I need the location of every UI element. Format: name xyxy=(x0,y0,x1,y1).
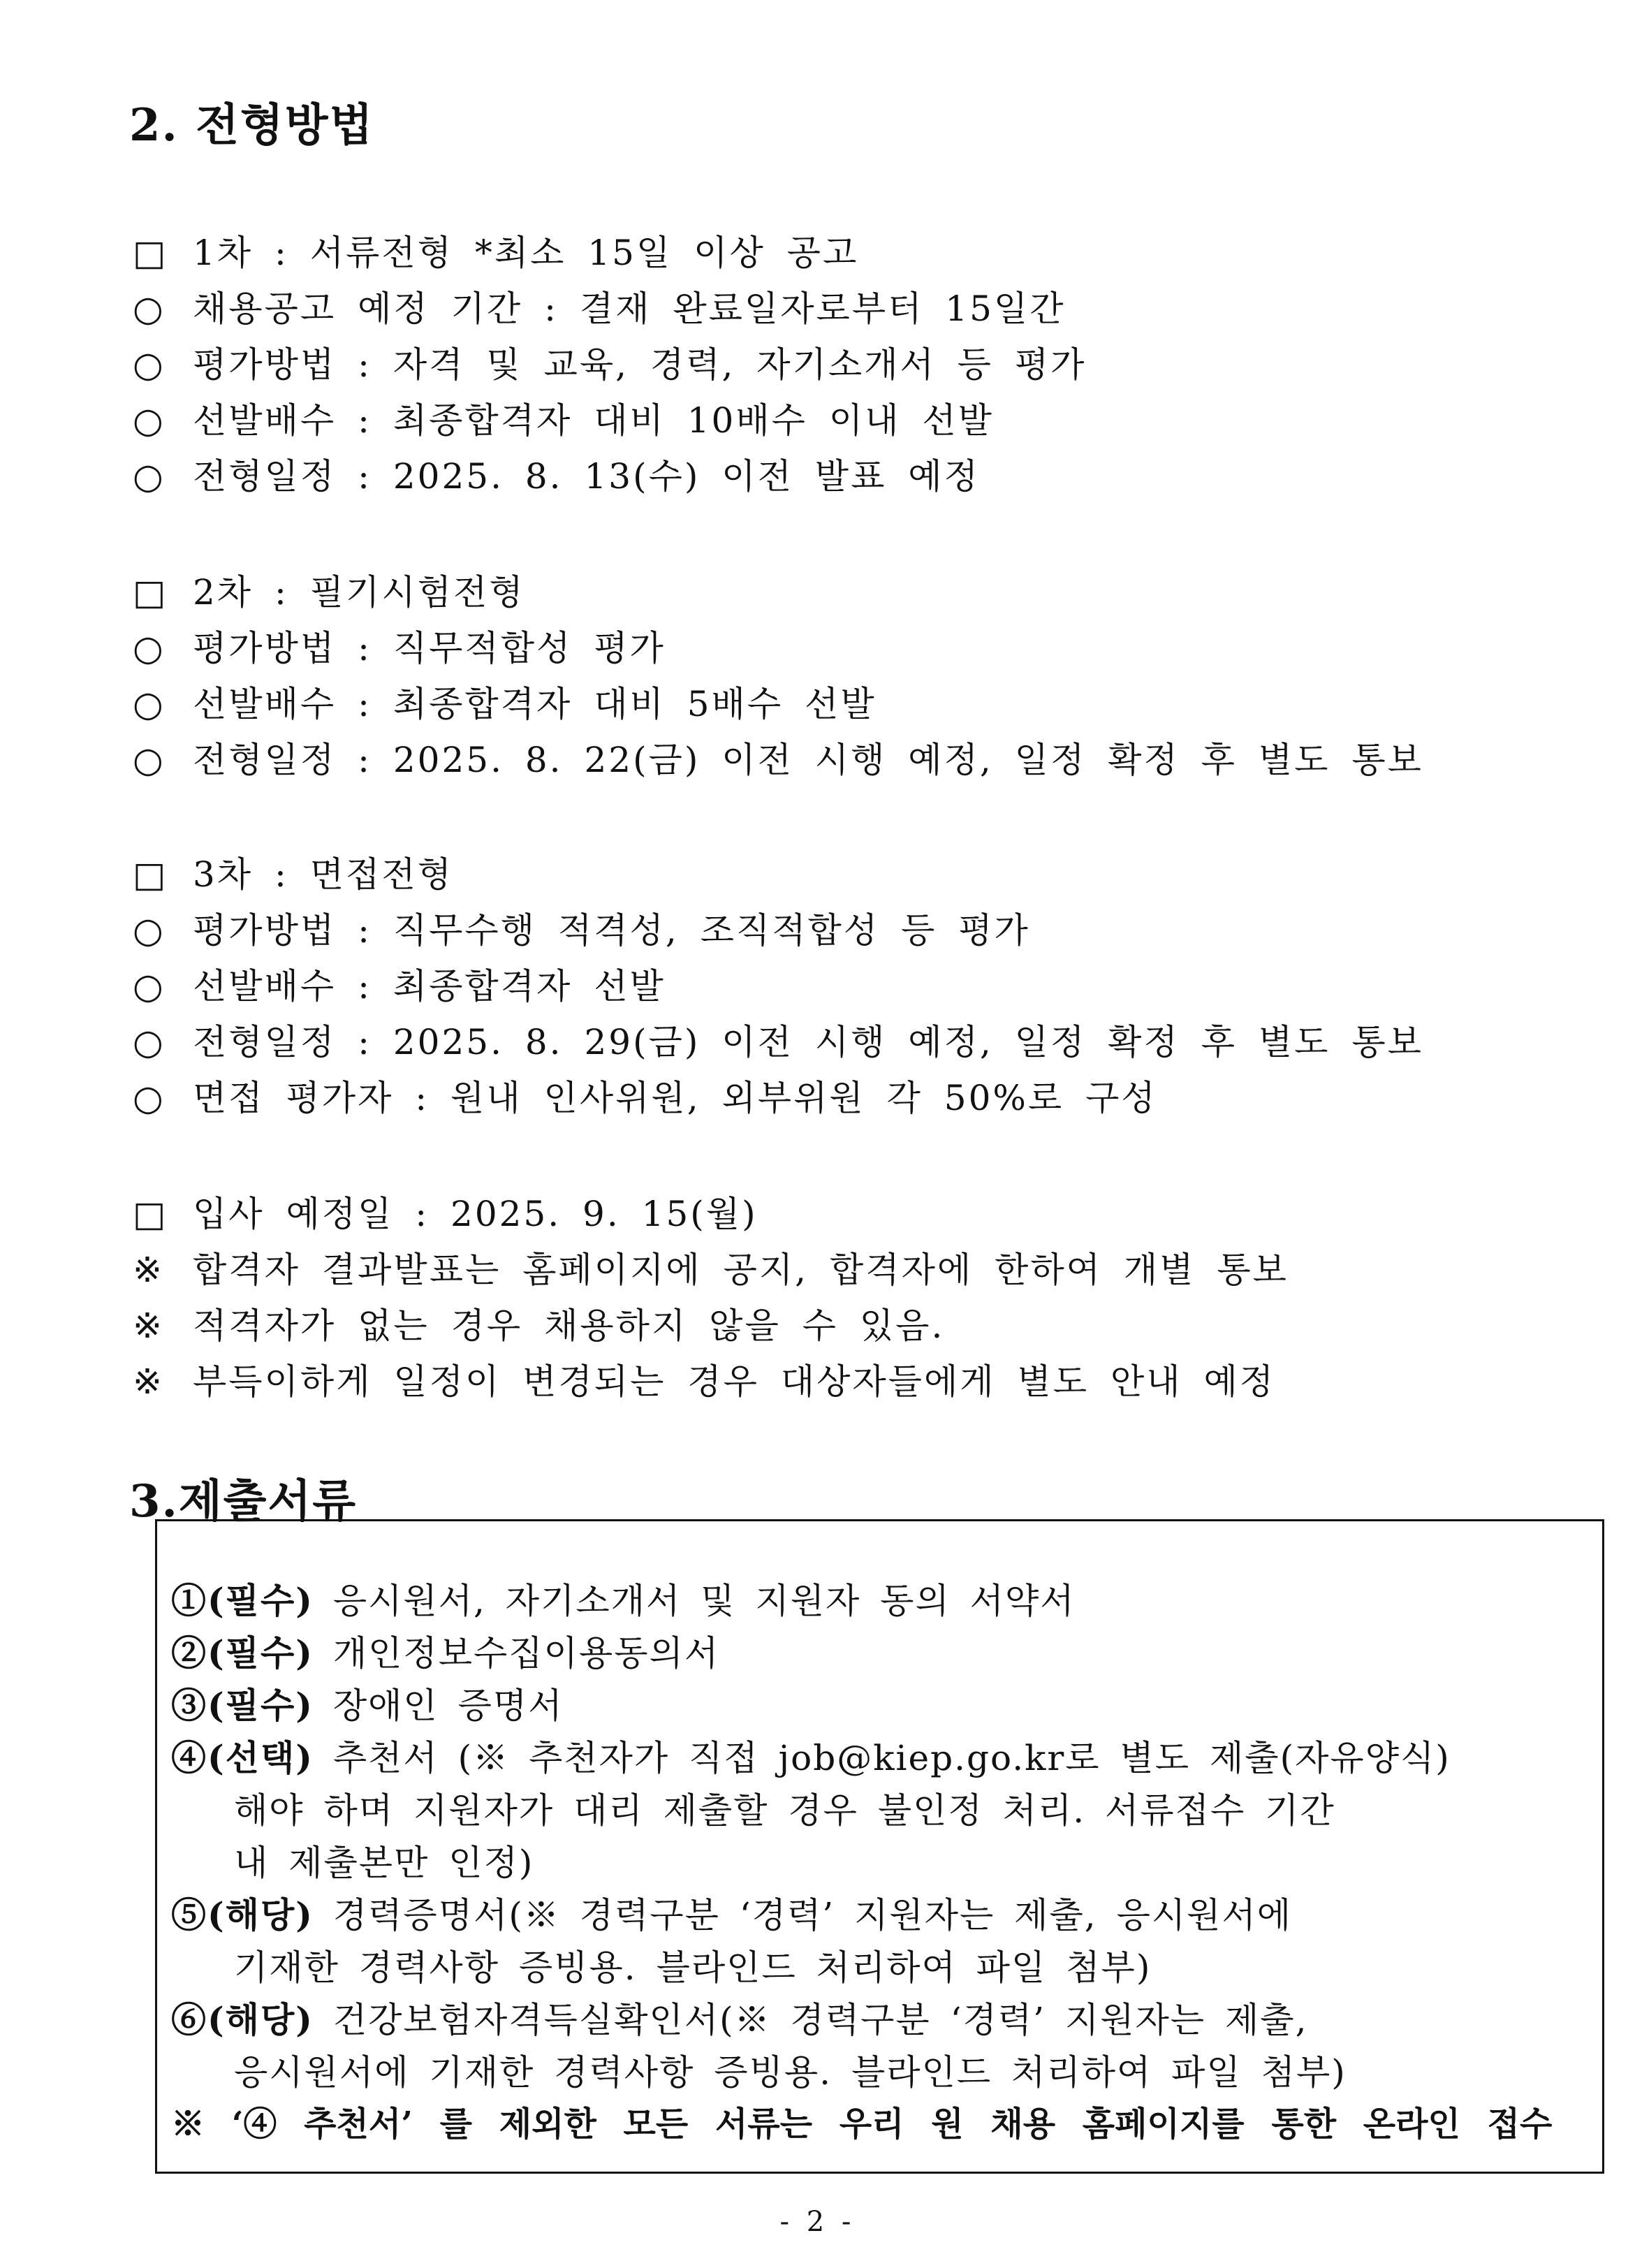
note-item: ※ 적격자가 없는 경우 채용하지 않을 수 있음. xyxy=(133,1305,945,1346)
group-1-heading: □ 1차 : 서류전형 *최소 15일 이상 공고 xyxy=(133,233,859,273)
document-item: ⑤(해당) 경력증명서(※ 경력구분 ‘경력’ 지원자는 제출, 응시원서에 xyxy=(171,1894,1293,1936)
list-item: ○ 선발배수 : 최종합격자 대비 10배수 이내 선발 xyxy=(133,400,994,441)
document-item: ②(필수) 개인정보수집이용동의서 xyxy=(171,1632,720,1674)
document-item-continuation: 응시원서에 기재한 경력사항 증빙용. 블라인드 처리하여 파일 첨부) xyxy=(234,2052,1347,2093)
document-item-continuation: 해야 하며 지원자가 대리 제출할 경우 불인정 처리. 서류접수 기간 xyxy=(234,1790,1335,1831)
circle-bullet-icon: ○ xyxy=(133,344,166,385)
list-item: ○ 평가방법 : 직무수행 적격성, 조직적합성 등 평가 xyxy=(133,910,1030,951)
circle-bullet-icon: ○ xyxy=(133,288,166,329)
section-2-title: 2. 전형방법 xyxy=(129,99,374,152)
reference-mark-icon: ※ xyxy=(133,1250,164,1290)
document-item: ④(선택) 추천서 (※ 추천자가 직접 job@kiep.go.kr로 별도 제출(자유양식) xyxy=(171,1737,1451,1778)
circle-bullet-icon: ○ xyxy=(133,740,166,780)
reference-mark-icon: ※ xyxy=(133,1305,164,1346)
list-item: ○ 평가방법 : 자격 및 교육, 경력, 자기소개서 등 평가 xyxy=(133,344,1087,385)
checkbox-marker: □ xyxy=(133,572,168,613)
final-note: ※ ‘④ 추천서’ 를 제외한 모든 서류는 우리 원 채용 홈페이지를 통한 온라인 접수 xyxy=(171,2105,1553,2144)
circle-bullet-icon: ○ xyxy=(133,1022,166,1062)
reference-mark-icon: ※ xyxy=(133,1361,164,1402)
note-item: ※ 부득이하게 일정이 변경되는 경우 대상자들에게 별도 안내 예정 xyxy=(133,1361,1276,1402)
page-number: - 2 - xyxy=(779,2206,856,2238)
document-item: ⑥(해당) 건강보험자격득실확인서(※ 경력구분 ‘경력’ 지원자는 제출, xyxy=(171,1999,1308,2040)
list-item: ○ 전형일정 : 2025. 8. 29(금) 이전 시행 예정, 일정 확정 후 별도 통보 xyxy=(133,1022,1423,1062)
checkbox-marker: □ xyxy=(133,854,168,895)
group-2-heading: □ 2차 : 필기시험전형 xyxy=(133,572,525,613)
circle-bullet-icon: ○ xyxy=(133,400,166,441)
document-item-continuation: 기재한 경력사항 증빙용. 블라인드 처리하여 파일 첨부) xyxy=(234,1947,1152,1988)
list-item: ○ 채용공고 예정 기간 : 결재 완료일자로부터 15일간 xyxy=(133,288,1066,329)
list-item: ○ 전형일정 : 2025. 8. 22(금) 이전 시행 예정, 일정 확정 후 별도 통보 xyxy=(133,740,1423,780)
circle-bullet-icon: ○ xyxy=(133,966,166,1007)
list-item: ○ 면접 평가자 : 원내 인사위원, 외부위원 각 50%로 구성 xyxy=(133,1078,1157,1118)
list-item: ○ 평가방법 : 직무적합성 평가 xyxy=(133,628,666,668)
document-item-continuation: 내 제출본만 인정) xyxy=(234,1843,534,1883)
checkbox-marker: □ xyxy=(133,1194,168,1234)
group-3-heading: □ 3차 : 면접전형 xyxy=(133,854,453,895)
circle-bullet-icon: ○ xyxy=(133,684,166,724)
circle-bullet-icon: ○ xyxy=(133,456,166,497)
circle-bullet-icon: ○ xyxy=(133,910,166,951)
document-item: ①(필수) 응시원서, 자기소개서 및 지원자 동의 서약서 xyxy=(171,1580,1076,1621)
circle-bullet-icon: ○ xyxy=(133,628,166,668)
list-item: ○ 전형일정 : 2025. 8. 13(수) 이전 발표 예정 xyxy=(133,456,980,497)
document-item: ③(필수) 장애인 증명서 xyxy=(171,1685,564,1726)
start-date-heading: □ 입사 예정일 : 2025. 9. 15(월) xyxy=(133,1194,758,1234)
list-item: ○ 선발배수 : 최종합격자 선발 xyxy=(133,966,666,1007)
section-3-title: 3.제출서류 xyxy=(129,1475,358,1528)
circle-bullet-icon: ○ xyxy=(133,1078,166,1118)
list-item: ○ 선발배수 : 최종합격자 대비 5배수 선발 xyxy=(133,684,877,724)
note-item: ※ 합격자 결과발표는 홈페이지에 공지, 합격자에 한하여 개별 통보 xyxy=(133,1250,1289,1290)
checkbox-marker: □ xyxy=(133,233,168,273)
